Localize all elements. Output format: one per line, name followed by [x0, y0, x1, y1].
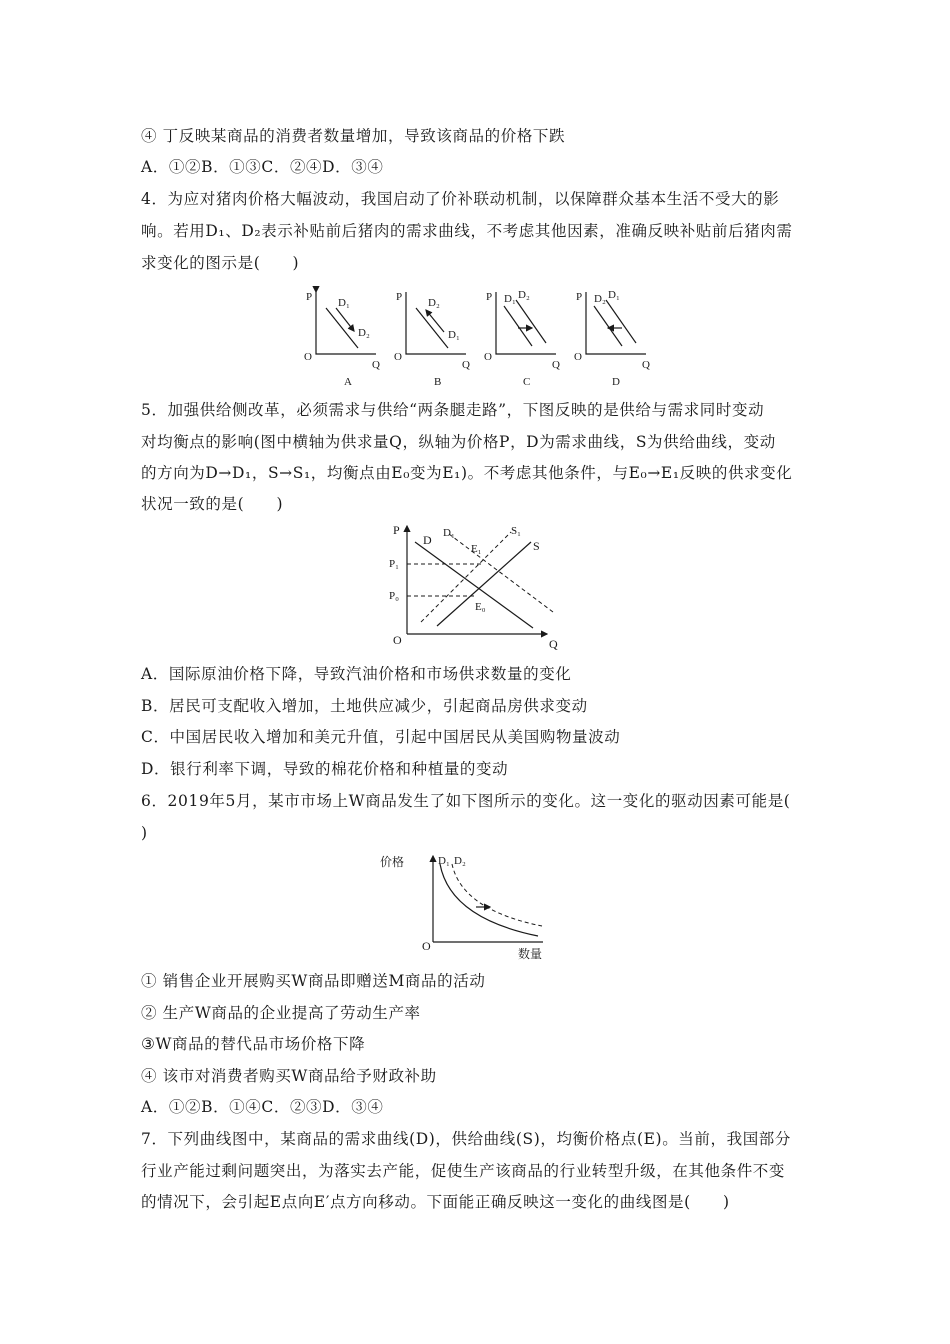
curve-label-d2: D₂: [428, 297, 440, 309]
axis-p-label: P: [576, 291, 583, 303]
question-4-line-3: 求变化的图示是( ): [141, 254, 300, 272]
origin-label: O: [422, 939, 431, 953]
origin-label: O: [393, 633, 402, 647]
question-5-line-4: 状况一致的是( ): [141, 495, 284, 513]
q4-graph-a: [304, 291, 380, 388]
question-5-line-2: 对均衡点的影响(图中横轴为供求量Q，纵轴为价格P，D为需求曲线，S为供给曲线，变动: [141, 433, 776, 451]
question-7-line-2: 行业产能过剩问题突出，为落实去产能，促使生产该商品的行业转型升级，在其他条件不变: [141, 1162, 786, 1180]
question-5-line-1: 5．加强供给侧改革，必须需求与供给“两条腿走路”，下图反映的是供给与需求同时变动: [141, 401, 765, 419]
origin-label: O: [484, 351, 492, 363]
point-label-e1: E₁: [471, 543, 482, 555]
axis-y-label: 价格: [380, 855, 405, 869]
curve-label-d1: D₁: [338, 297, 350, 309]
origin-label: O: [304, 351, 312, 363]
graph-label-d: D: [612, 376, 620, 388]
axis-p-label: P: [396, 291, 403, 303]
axis-q-label: Q: [552, 359, 560, 371]
graph-label-a: A: [344, 376, 352, 388]
q6-figure: [378, 850, 558, 962]
answer-choices-q6: A．①②B．①④C．②③D．③④: [141, 1098, 384, 1116]
axis-q-label: Q: [549, 637, 558, 651]
question-4-line-2: 响。若用D₁、D₂表示补贴前后猪肉的需求曲线，不考虑其他因素，准确反映补贴前后猪肉需: [141, 222, 793, 240]
curve-label-d2: D₂: [454, 855, 466, 867]
curve-label-s1: S₁: [511, 525, 521, 537]
question-7-line-3: 的情况下，会引起E点向E′点方向移动。下面能正确反映这一变化的曲线图是( ): [141, 1193, 730, 1211]
origin-label: O: [574, 351, 582, 363]
origin-label: O: [394, 351, 402, 363]
q5-option-c: C．中国居民收入增加和美元升值，引起中国居民从美国购物量波动: [141, 728, 621, 746]
q5-option-a: A．国际原油价格下降，导致汽油价格和市场供求数量的变化: [141, 665, 572, 683]
q4-graph-c: [484, 289, 560, 388]
axis-q-label: Q: [462, 359, 470, 371]
axis-q-label: Q: [372, 359, 380, 371]
curve-label-d2: D₂: [358, 327, 370, 339]
q4-graph-d: [574, 289, 650, 388]
price-label-p1: P₁: [389, 558, 399, 570]
curve-label-d2: D₂: [518, 289, 530, 301]
curve-label-d1: D₁: [448, 329, 460, 341]
curve-label-d2: D₂: [594, 293, 606, 305]
q4-figure: [296, 288, 676, 388]
q6-option-2: ② 生产W商品的企业提高了劳动生产率: [141, 1004, 421, 1022]
point-label-e0: E₀: [475, 601, 486, 613]
curve-label-d1: D₁: [504, 293, 516, 305]
question-6-line-2: ): [141, 824, 148, 842]
option-line-4: ④ 丁反映某商品的消费者数量增加，导致该商品的价格下跌: [141, 127, 566, 145]
q5-option-d: D．银行利率下调，导致的棉花价格和种植量的变动: [141, 760, 509, 778]
answer-choices-q3: A．①②B．①③C．②④D．③④: [141, 158, 384, 176]
question-7-line-1: 7．下列曲线图中，某商品的需求曲线(D)，供给曲线(S)，均衡价格点(E)。当前，我国部分: [141, 1130, 792, 1148]
curve-label-d1: D₁: [443, 527, 455, 539]
q6-option-1: ① 销售企业开展购买W商品即赠送M商品的活动: [141, 972, 486, 990]
graph-label-b: B: [434, 376, 442, 388]
q6-option-3: ③W商品的替代品市场价格下降: [141, 1035, 366, 1053]
q5-figure: [385, 522, 585, 652]
question-6-line-1: 6．2019年5月，某市市场上W商品发生了如下图所示的变化。这一变化的驱动因素可能是(: [141, 792, 791, 810]
axis-p-label: P: [393, 523, 400, 537]
axis-q-label: Q: [642, 359, 650, 371]
curve-label-d1: D₁: [438, 855, 450, 867]
question-4-line-1: 4．为应对猪肉价格大幅波动，我国启动了价补联动机制，以保障群众基本生活不受大的影: [141, 190, 780, 208]
q5-option-b: B．居民可支配收入增加，土地供应减少，引起商品房供求变动: [141, 697, 588, 715]
curve-label-d: D: [423, 533, 432, 547]
price-label-p0: P₀: [389, 590, 399, 602]
graph-label-c: C: [523, 376, 531, 388]
q6-option-4: ④ 该市对消费者购买W商品给予财政补助: [141, 1067, 437, 1085]
curve-label-d1: D₁: [608, 289, 620, 301]
axis-p-label: P: [306, 291, 313, 303]
question-5-line-3: 的方向为D→D₁，S→S₁，均衡点由E₀变为E₁)。不考虑其他条件，与E₀→E₁反映的供求变化: [141, 464, 793, 482]
axis-p-label: P: [486, 291, 493, 303]
q4-graph-b: [394, 291, 470, 388]
axis-x-label: 数量: [518, 947, 543, 961]
curve-label-s: S: [533, 539, 540, 553]
